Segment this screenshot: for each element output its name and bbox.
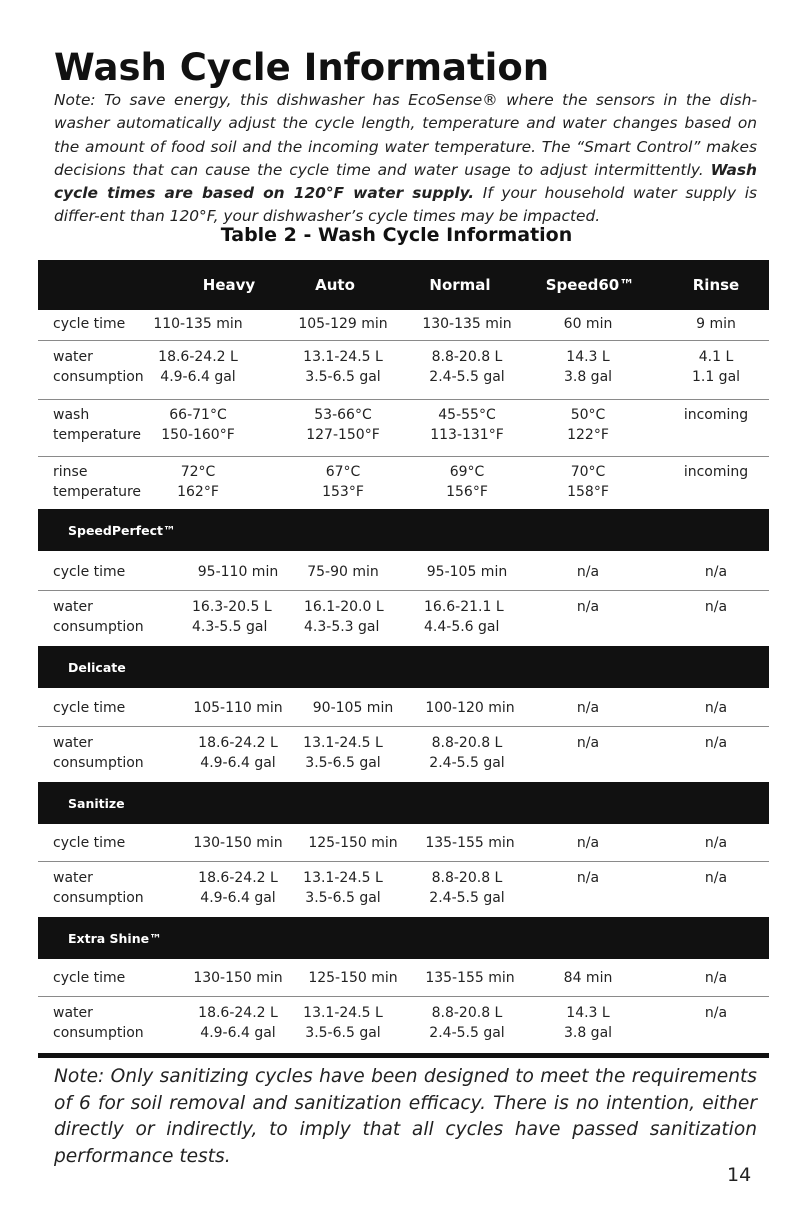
table-cell: 105-129 min <box>298 316 388 332</box>
row-divider <box>38 590 769 591</box>
table-cell: 125-150 min <box>308 835 398 851</box>
table-cell: 70°C 158°F <box>567 464 609 500</box>
section-label: SpeedPerfect™ <box>68 523 176 538</box>
intro-bold-text: Wash cycle times are based on 120°F water supply. <box>54 160 757 203</box>
table-cell: 75-90 min <box>307 564 379 580</box>
row-label: water consumption <box>53 349 144 385</box>
row-label: cycle time <box>53 316 126 332</box>
table-cell: 53-66°C 127-150°F <box>306 407 380 443</box>
table-cell: 18.6-24.2 L 4.9-6.4 gal <box>198 735 278 771</box>
row-divider <box>38 399 769 400</box>
table-cell: incoming <box>683 407 749 423</box>
table-cell: 13.1-24.5 L 3.5-6.5 gal <box>303 1005 383 1041</box>
table-cell: 72°C 162°F <box>177 464 219 500</box>
table-cell: 60 min <box>563 316 613 332</box>
col-header-heavy: Heavy <box>202 276 256 294</box>
col-header-speed60: Speed60™ <box>545 276 635 294</box>
table-cell: 13.1-24.5 L 3.5-6.5 gal <box>303 735 383 771</box>
table-cell: n/a <box>576 700 600 716</box>
table-cell: 95-105 min <box>426 564 508 580</box>
row-label: water consumption <box>53 1005 144 1041</box>
table-cell: n/a <box>576 870 600 886</box>
table-cell: 18.6-24.2 L 4.9-6.4 gal <box>198 1005 278 1041</box>
table-cell: n/a <box>576 735 600 751</box>
row-label: cycle time <box>53 835 126 851</box>
table-cell: 8.8-20.8 L 2.4-5.5 gal <box>429 735 505 771</box>
page-number: 14 <box>727 1164 752 1186</box>
table-cell: 67°C 153°F <box>322 464 364 500</box>
row-label: rinse temperature <box>53 464 141 500</box>
table-cell: 130-150 min <box>193 835 283 851</box>
table-cell: 16.1-20.0 L 4.3-5.3 gal <box>304 599 384 635</box>
table-cell: n/a <box>704 700 728 716</box>
table-cell: 130-150 min <box>193 970 283 986</box>
table-cell: 110-135 min <box>153 316 243 332</box>
table-cell: 16.3-20.5 L 4.3-5.5 gal <box>192 599 272 635</box>
row-label: wash temperature <box>53 407 141 443</box>
table-header <box>38 260 769 310</box>
col-header-rinse: Rinse <box>692 276 740 294</box>
row-divider <box>38 726 769 727</box>
row-divider <box>38 340 769 341</box>
row-label: water consumption <box>53 599 144 635</box>
table-cell: n/a <box>576 835 600 851</box>
table-cell: n/a <box>704 1005 728 1021</box>
table-cell: 50°C 122°F <box>567 407 609 443</box>
intro-text-1: Note: To save energy, this dishwasher has EcoSense® where the sensors in the dish-washer automatically adjust the cycle length, temperature and water changes based on the amount of food soil and the incoming water temperature. The “Smart Control” makes decisions that can cause the cycle time and water usage to adjust intermittently. <box>54 91 757 179</box>
row-label: cycle time <box>53 700 126 716</box>
table-cell: 66-71°C 150-160°F <box>161 407 235 443</box>
row-label: cycle time <box>53 564 126 580</box>
table-cell: 69°C 156°F <box>446 464 488 500</box>
row-divider <box>38 996 769 997</box>
row-label: water consumption <box>53 735 144 771</box>
table-cell: 45-55°C 113-131°F <box>430 407 504 443</box>
table-cell: 8.8-20.8 L 2.4-5.5 gal <box>429 349 505 385</box>
table-cell: 100-120 min <box>425 700 515 716</box>
table-cell: 8.8-20.8 L 2.4-5.5 gal <box>429 870 505 906</box>
page-title: Wash Cycle Information <box>54 46 550 89</box>
row-divider <box>38 861 769 862</box>
table-cell: 9 min <box>696 316 736 332</box>
table-cell: n/a <box>704 599 728 615</box>
col-header-normal: Normal <box>429 276 491 294</box>
table-cell: 14.3 L 3.8 gal <box>563 349 613 385</box>
table-cell: n/a <box>704 735 728 751</box>
row-label: water consumption <box>53 870 144 906</box>
section-label: Delicate <box>68 660 126 675</box>
table-cell: n/a <box>704 970 728 986</box>
section-label: Extra Shine™ <box>68 931 162 946</box>
table-cell: 130-135 min <box>422 316 512 332</box>
table-cell: 18.6-24.2 L 4.9-6.4 gal <box>198 870 278 906</box>
table-cell: 84 min <box>563 970 613 986</box>
table-cell: 14.3 L 3.8 gal <box>563 1005 613 1041</box>
table-cell: 135-155 min <box>425 970 515 986</box>
table-cell: 16.6-21.1 L 4.4-5.6 gal <box>424 599 504 635</box>
table-cell: 4.1 L 1.1 gal <box>691 349 741 385</box>
section-header-sanitize <box>38 782 769 824</box>
table-cell: 13.1-24.5 L 3.5-6.5 gal <box>303 349 383 385</box>
section-header-extra-shine <box>38 917 769 959</box>
section-label: Sanitize <box>68 796 125 811</box>
row-label: cycle time <box>53 970 126 986</box>
table-cell: n/a <box>576 599 600 615</box>
table-title: Table 2 - Wash Cycle Information <box>220 224 573 246</box>
table-cell: 13.1-24.5 L 3.5-6.5 gal <box>303 870 383 906</box>
table-cell: 105-110 min <box>193 700 283 716</box>
table-cell: 18.6-24.2 L 4.9-6.4 gal <box>158 349 238 385</box>
footnote: Note: Only sanitizing cycles have been designed to meet the requirements of 6 for soil removal and sanitization efficacy. There is no intention, either directly or indirectly, to imply that all cycles have passed sanitization performance tests. <box>54 1066 757 1167</box>
table-cell: 135-155 min <box>425 835 515 851</box>
section-header-delicate <box>38 646 769 688</box>
table-cell: 90-105 min <box>312 700 394 716</box>
table-cell: n/a <box>704 835 728 851</box>
table-cell: n/a <box>576 564 600 580</box>
table-bottom-rule <box>38 1053 769 1058</box>
table-cell: 8.8-20.8 L 2.4-5.5 gal <box>429 1005 505 1041</box>
section-header-speedperfect <box>38 509 769 551</box>
table-cell: n/a <box>704 564 728 580</box>
table-cell: 95-110 min <box>197 564 279 580</box>
row-divider <box>38 456 769 457</box>
table-cell: n/a <box>704 870 728 886</box>
intro-text-2: If your household water supply is differ-ent than 120°F, your dishwasher’s cycle times may be impacted. <box>54 184 757 226</box>
intro-note <box>54 89 757 229</box>
table-cell: 125-150 min <box>308 970 398 986</box>
col-header-auto: Auto <box>315 276 355 294</box>
table-cell: incoming <box>683 464 749 480</box>
